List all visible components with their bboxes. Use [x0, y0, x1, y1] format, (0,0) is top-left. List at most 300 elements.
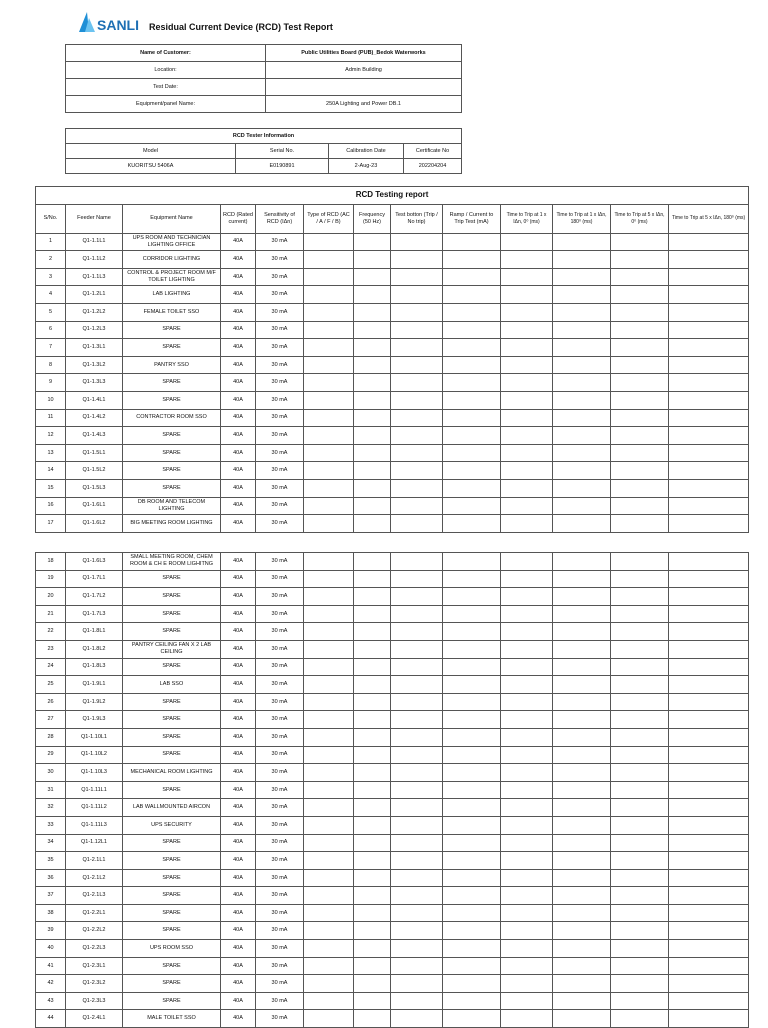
result-cell[interactable]: [443, 676, 501, 694]
result-cell[interactable]: [553, 251, 611, 269]
result-cell[interactable]: [443, 605, 501, 623]
result-cell[interactable]: [304, 462, 354, 480]
result-cell[interactable]: [391, 268, 443, 286]
result-cell[interactable]: [553, 834, 611, 852]
result-cell[interactable]: [611, 479, 669, 497]
result-cell[interactable]: [611, 746, 669, 764]
result-cell[interactable]: [553, 444, 611, 462]
result-cell[interactable]: [304, 711, 354, 729]
result-cell[interactable]: [611, 693, 669, 711]
result-cell[interactable]: [501, 957, 553, 975]
result-cell[interactable]: [611, 444, 669, 462]
result-cell[interactable]: [501, 887, 553, 905]
result-cell[interactable]: [391, 605, 443, 623]
result-cell[interactable]: [611, 303, 669, 321]
result-cell[interactable]: [443, 479, 501, 497]
result-cell[interactable]: [501, 676, 553, 694]
result-cell[interactable]: [553, 427, 611, 445]
result-cell[interactable]: [611, 799, 669, 817]
result-cell[interactable]: [611, 497, 669, 515]
result-cell[interactable]: [669, 268, 749, 286]
result-cell[interactable]: [304, 852, 354, 870]
result-cell[interactable]: [354, 427, 391, 445]
result-cell[interactable]: [354, 887, 391, 905]
result-cell[interactable]: [304, 957, 354, 975]
result-cell[interactable]: [553, 728, 611, 746]
result-cell[interactable]: [553, 479, 611, 497]
result-cell[interactable]: [553, 1010, 611, 1028]
result-cell[interactable]: [443, 764, 501, 782]
result-cell[interactable]: [391, 834, 443, 852]
result-cell[interactable]: [391, 515, 443, 533]
result-cell[interactable]: [501, 816, 553, 834]
result-cell[interactable]: [443, 711, 501, 729]
result-cell[interactable]: [669, 975, 749, 993]
result-cell[interactable]: [391, 553, 443, 571]
result-cell[interactable]: [501, 427, 553, 445]
result-cell[interactable]: [391, 992, 443, 1010]
result-cell[interactable]: [391, 781, 443, 799]
result-cell[interactable]: [669, 515, 749, 533]
result-cell[interactable]: [669, 728, 749, 746]
result-cell[interactable]: [391, 286, 443, 304]
result-cell[interactable]: [669, 462, 749, 480]
result-cell[interactable]: [354, 640, 391, 658]
result-cell[interactable]: [391, 427, 443, 445]
result-cell[interactable]: [391, 764, 443, 782]
result-cell[interactable]: [354, 444, 391, 462]
result-cell[interactable]: [501, 781, 553, 799]
result-cell[interactable]: [391, 374, 443, 392]
result-cell[interactable]: [354, 658, 391, 676]
result-cell[interactable]: [304, 728, 354, 746]
result-cell[interactable]: [669, 303, 749, 321]
result-cell[interactable]: [354, 1010, 391, 1028]
result-cell[interactable]: [501, 251, 553, 269]
result-cell[interactable]: [443, 553, 501, 571]
result-cell[interactable]: [611, 852, 669, 870]
result-cell[interactable]: [443, 887, 501, 905]
result-cell[interactable]: [553, 233, 611, 251]
result-cell[interactable]: [669, 922, 749, 940]
result-cell[interactable]: [611, 658, 669, 676]
result-cell[interactable]: [501, 588, 553, 606]
result-cell[interactable]: [443, 975, 501, 993]
result-cell[interactable]: [443, 799, 501, 817]
result-cell[interactable]: [354, 497, 391, 515]
result-cell[interactable]: [669, 746, 749, 764]
result-cell[interactable]: [443, 286, 501, 304]
result-cell[interactable]: [669, 816, 749, 834]
result-cell[interactable]: [501, 286, 553, 304]
result-cell[interactable]: [669, 623, 749, 641]
result-cell[interactable]: [501, 444, 553, 462]
result-cell[interactable]: [501, 605, 553, 623]
result-cell[interactable]: [304, 374, 354, 392]
result-cell[interactable]: [391, 957, 443, 975]
result-cell[interactable]: [443, 816, 501, 834]
result-cell[interactable]: [501, 374, 553, 392]
result-cell[interactable]: [304, 444, 354, 462]
result-cell[interactable]: [501, 553, 553, 571]
result-cell[interactable]: [669, 356, 749, 374]
result-cell[interactable]: [669, 887, 749, 905]
result-cell[interactable]: [501, 233, 553, 251]
result-cell[interactable]: [553, 640, 611, 658]
result-cell[interactable]: [611, 391, 669, 409]
result-cell[interactable]: [553, 940, 611, 958]
result-cell[interactable]: [304, 693, 354, 711]
result-cell[interactable]: [611, 834, 669, 852]
result-cell[interactable]: [553, 515, 611, 533]
result-cell[interactable]: [443, 693, 501, 711]
result-cell[interactable]: [354, 462, 391, 480]
result-cell[interactable]: [611, 728, 669, 746]
result-cell[interactable]: [501, 321, 553, 339]
result-cell[interactable]: [611, 781, 669, 799]
result-cell[interactable]: [553, 711, 611, 729]
result-cell[interactable]: [443, 339, 501, 357]
result-cell[interactable]: [553, 816, 611, 834]
result-cell[interactable]: [304, 799, 354, 817]
result-cell[interactable]: [304, 834, 354, 852]
result-cell[interactable]: [669, 251, 749, 269]
result-cell[interactable]: [611, 286, 669, 304]
result-cell[interactable]: [553, 922, 611, 940]
result-cell[interactable]: [354, 816, 391, 834]
result-cell[interactable]: [553, 852, 611, 870]
result-cell[interactable]: [304, 816, 354, 834]
result-cell[interactable]: [611, 711, 669, 729]
result-cell[interactable]: [304, 391, 354, 409]
result-cell[interactable]: [553, 623, 611, 641]
result-cell[interactable]: [501, 904, 553, 922]
result-cell[interactable]: [669, 940, 749, 958]
result-cell[interactable]: [354, 303, 391, 321]
result-cell[interactable]: [611, 427, 669, 445]
result-cell[interactable]: [501, 356, 553, 374]
result-cell[interactable]: [304, 356, 354, 374]
result-cell[interactable]: [354, 479, 391, 497]
result-cell[interactable]: [669, 711, 749, 729]
result-cell[interactable]: [304, 268, 354, 286]
result-cell[interactable]: [669, 676, 749, 694]
result-cell[interactable]: [443, 462, 501, 480]
result-cell[interactable]: [611, 570, 669, 588]
result-cell[interactable]: [611, 869, 669, 887]
result-cell[interactable]: [443, 233, 501, 251]
result-cell[interactable]: [501, 268, 553, 286]
result-cell[interactable]: [669, 834, 749, 852]
result-cell[interactable]: [354, 711, 391, 729]
result-cell[interactable]: [304, 869, 354, 887]
result-cell[interactable]: [443, 321, 501, 339]
result-cell[interactable]: [304, 427, 354, 445]
result-cell[interactable]: [354, 623, 391, 641]
result-cell[interactable]: [443, 356, 501, 374]
result-cell[interactable]: [553, 799, 611, 817]
result-cell[interactable]: [501, 693, 553, 711]
result-cell[interactable]: [611, 1010, 669, 1028]
result-cell[interactable]: [553, 658, 611, 676]
result-cell[interactable]: [553, 588, 611, 606]
result-cell[interactable]: [501, 1010, 553, 1028]
result-cell[interactable]: [553, 553, 611, 571]
result-cell[interactable]: [443, 588, 501, 606]
result-cell[interactable]: [669, 852, 749, 870]
result-cell[interactable]: [611, 515, 669, 533]
result-cell[interactable]: [304, 303, 354, 321]
result-cell[interactable]: [304, 553, 354, 571]
result-cell[interactable]: [304, 1010, 354, 1028]
result-cell[interactable]: [391, 975, 443, 993]
result-cell[interactable]: [443, 570, 501, 588]
result-cell[interactable]: [391, 869, 443, 887]
result-cell[interactable]: [501, 799, 553, 817]
result-cell[interactable]: [669, 1010, 749, 1028]
result-cell[interactable]: [669, 553, 749, 571]
result-cell[interactable]: [391, 321, 443, 339]
result-cell[interactable]: [669, 658, 749, 676]
result-cell[interactable]: [553, 374, 611, 392]
result-cell[interactable]: [443, 623, 501, 641]
result-cell[interactable]: [354, 515, 391, 533]
result-cell[interactable]: [501, 764, 553, 782]
result-cell[interactable]: [669, 233, 749, 251]
result-cell[interactable]: [669, 640, 749, 658]
result-cell[interactable]: [669, 588, 749, 606]
result-cell[interactable]: [304, 887, 354, 905]
result-cell[interactable]: [501, 940, 553, 958]
result-cell[interactable]: [443, 515, 501, 533]
result-cell[interactable]: [611, 676, 669, 694]
result-cell[interactable]: [304, 623, 354, 641]
result-cell[interactable]: [553, 268, 611, 286]
result-cell[interactable]: [391, 852, 443, 870]
result-cell[interactable]: [501, 852, 553, 870]
result-cell[interactable]: [304, 286, 354, 304]
result-cell[interactable]: [553, 693, 611, 711]
result-cell[interactable]: [304, 764, 354, 782]
result-cell[interactable]: [611, 957, 669, 975]
result-cell[interactable]: [443, 303, 501, 321]
result-cell[interactable]: [354, 588, 391, 606]
result-cell[interactable]: [443, 374, 501, 392]
result-cell[interactable]: [354, 676, 391, 694]
result-cell[interactable]: [443, 427, 501, 445]
result-cell[interactable]: [669, 391, 749, 409]
result-cell[interactable]: [443, 1010, 501, 1028]
result-cell[interactable]: [611, 623, 669, 641]
result-cell[interactable]: [501, 462, 553, 480]
result-cell[interactable]: [501, 658, 553, 676]
result-cell[interactable]: [501, 975, 553, 993]
result-cell[interactable]: [391, 588, 443, 606]
result-cell[interactable]: [304, 676, 354, 694]
result-cell[interactable]: [443, 658, 501, 676]
result-cell[interactable]: [304, 975, 354, 993]
result-cell[interactable]: [669, 570, 749, 588]
result-cell[interactable]: [443, 640, 501, 658]
result-cell[interactable]: [669, 992, 749, 1010]
result-cell[interactable]: [304, 409, 354, 427]
result-cell[interactable]: [354, 869, 391, 887]
result-cell[interactable]: [304, 640, 354, 658]
result-cell[interactable]: [553, 286, 611, 304]
result-cell[interactable]: [501, 391, 553, 409]
result-cell[interactable]: [391, 799, 443, 817]
result-cell[interactable]: [304, 658, 354, 676]
result-cell[interactable]: [611, 409, 669, 427]
result-cell[interactable]: [354, 834, 391, 852]
result-cell[interactable]: [391, 746, 443, 764]
result-cell[interactable]: [501, 339, 553, 357]
result-cell[interactable]: [501, 409, 553, 427]
result-cell[interactable]: [553, 321, 611, 339]
result-cell[interactable]: [354, 781, 391, 799]
result-cell[interactable]: [501, 728, 553, 746]
result-cell[interactable]: [501, 746, 553, 764]
result-cell[interactable]: [501, 922, 553, 940]
result-cell[interactable]: [669, 904, 749, 922]
result-cell[interactable]: [611, 605, 669, 623]
result-cell[interactable]: [443, 409, 501, 427]
result-cell[interactable]: [304, 515, 354, 533]
result-cell[interactable]: [354, 374, 391, 392]
result-cell[interactable]: [553, 391, 611, 409]
result-cell[interactable]: [354, 940, 391, 958]
result-cell[interactable]: [391, 391, 443, 409]
result-cell[interactable]: [611, 887, 669, 905]
result-cell[interactable]: [611, 940, 669, 958]
result-cell[interactable]: [501, 515, 553, 533]
result-cell[interactable]: [501, 623, 553, 641]
result-cell[interactable]: [391, 693, 443, 711]
result-cell[interactable]: [391, 816, 443, 834]
result-cell[interactable]: [391, 640, 443, 658]
result-cell[interactable]: [391, 623, 443, 641]
result-cell[interactable]: [611, 922, 669, 940]
result-cell[interactable]: [443, 992, 501, 1010]
result-cell[interactable]: [354, 233, 391, 251]
result-cell[interactable]: [391, 303, 443, 321]
result-cell[interactable]: [391, 711, 443, 729]
result-cell[interactable]: [354, 728, 391, 746]
result-cell[interactable]: [354, 746, 391, 764]
result-cell[interactable]: [391, 497, 443, 515]
result-cell[interactable]: [354, 764, 391, 782]
result-cell[interactable]: [304, 339, 354, 357]
result-cell[interactable]: [304, 904, 354, 922]
result-cell[interactable]: [553, 904, 611, 922]
result-cell[interactable]: [391, 676, 443, 694]
result-cell[interactable]: [304, 588, 354, 606]
result-cell[interactable]: [443, 834, 501, 852]
result-cell[interactable]: [354, 904, 391, 922]
result-cell[interactable]: [669, 339, 749, 357]
result-cell[interactable]: [553, 869, 611, 887]
result-cell[interactable]: [391, 339, 443, 357]
result-cell[interactable]: [669, 286, 749, 304]
result-cell[interactable]: [669, 374, 749, 392]
result-cell[interactable]: [611, 553, 669, 571]
result-cell[interactable]: [611, 233, 669, 251]
result-cell[interactable]: [443, 904, 501, 922]
result-cell[interactable]: [501, 497, 553, 515]
result-cell[interactable]: [669, 444, 749, 462]
result-cell[interactable]: [443, 869, 501, 887]
result-cell[interactable]: [391, 233, 443, 251]
result-cell[interactable]: [553, 676, 611, 694]
result-cell[interactable]: [501, 992, 553, 1010]
result-cell[interactable]: [501, 303, 553, 321]
result-cell[interactable]: [553, 975, 611, 993]
result-cell[interactable]: [553, 605, 611, 623]
result-cell[interactable]: [611, 975, 669, 993]
result-cell[interactable]: [443, 268, 501, 286]
result-cell[interactable]: [443, 444, 501, 462]
result-cell[interactable]: [553, 746, 611, 764]
result-cell[interactable]: [611, 588, 669, 606]
result-cell[interactable]: [443, 251, 501, 269]
result-cell[interactable]: [354, 251, 391, 269]
result-cell[interactable]: [501, 834, 553, 852]
result-cell[interactable]: [611, 640, 669, 658]
result-cell[interactable]: [611, 764, 669, 782]
result-cell[interactable]: [354, 957, 391, 975]
result-cell[interactable]: [501, 640, 553, 658]
result-cell[interactable]: [611, 816, 669, 834]
result-cell[interactable]: [443, 746, 501, 764]
result-cell[interactable]: [443, 922, 501, 940]
result-cell[interactable]: [354, 409, 391, 427]
result-cell[interactable]: [304, 781, 354, 799]
result-cell[interactable]: [304, 940, 354, 958]
result-cell[interactable]: [443, 940, 501, 958]
result-cell[interactable]: [669, 799, 749, 817]
result-cell[interactable]: [611, 374, 669, 392]
result-cell[interactable]: [553, 781, 611, 799]
result-cell[interactable]: [391, 940, 443, 958]
result-cell[interactable]: [391, 728, 443, 746]
result-cell[interactable]: [391, 356, 443, 374]
result-cell[interactable]: [354, 799, 391, 817]
result-cell[interactable]: [391, 479, 443, 497]
result-cell[interactable]: [391, 887, 443, 905]
result-cell[interactable]: [304, 992, 354, 1010]
result-cell[interactable]: [354, 605, 391, 623]
result-cell[interactable]: [304, 321, 354, 339]
result-cell[interactable]: [354, 553, 391, 571]
result-cell[interactable]: [553, 957, 611, 975]
result-cell[interactable]: [501, 711, 553, 729]
result-cell[interactable]: [611, 462, 669, 480]
result-cell[interactable]: [669, 869, 749, 887]
result-cell[interactable]: [391, 570, 443, 588]
result-cell[interactable]: [443, 957, 501, 975]
result-cell[interactable]: [304, 251, 354, 269]
result-cell[interactable]: [391, 658, 443, 676]
result-cell[interactable]: [443, 728, 501, 746]
result-cell[interactable]: [553, 992, 611, 1010]
result-cell[interactable]: [669, 781, 749, 799]
result-cell[interactable]: [443, 852, 501, 870]
result-cell[interactable]: [354, 570, 391, 588]
result-cell[interactable]: [354, 852, 391, 870]
result-cell[interactable]: [443, 391, 501, 409]
result-cell[interactable]: [611, 251, 669, 269]
result-cell[interactable]: [443, 781, 501, 799]
